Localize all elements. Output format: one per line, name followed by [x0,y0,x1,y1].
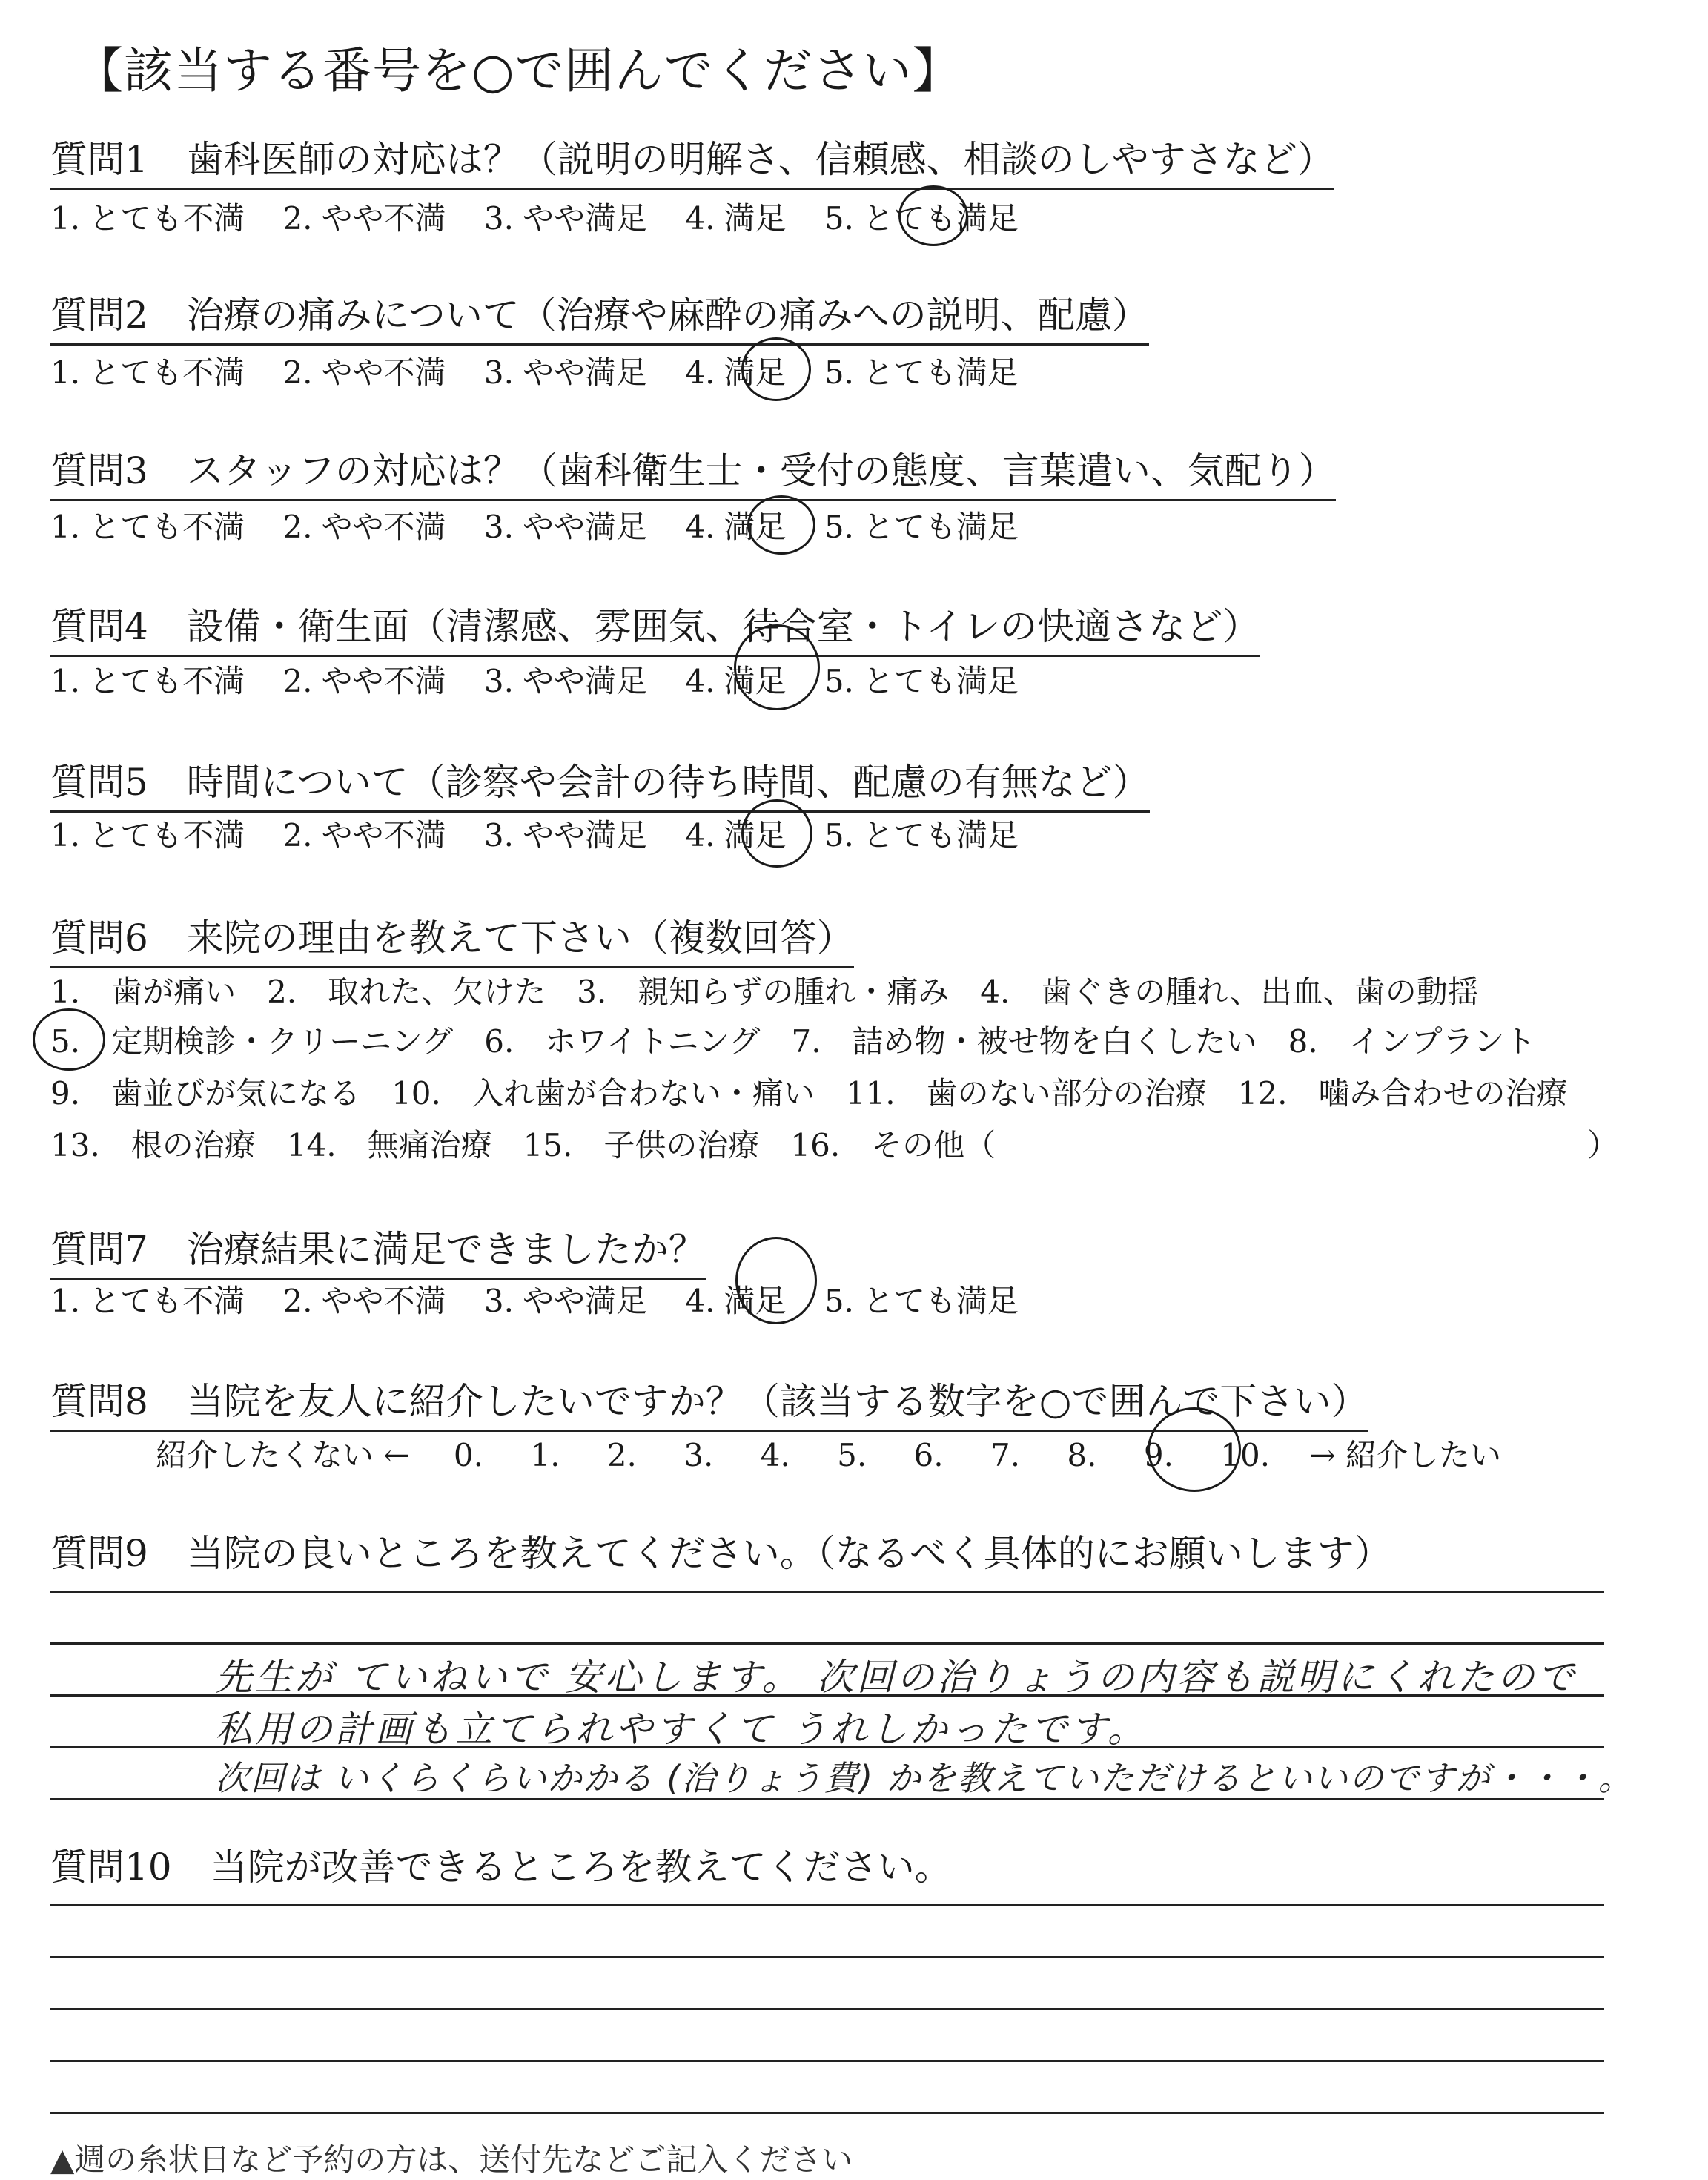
question-1-options [50,194,1047,239]
question-3-title [50,441,1336,501]
scale-5[interactable]: 5. [837,1437,867,1473]
question-number: 質問7 [50,1228,148,1271]
question-4-options [50,657,1047,701]
option-1[interactable]: 1. とても不満 [50,354,245,391]
question-text: 時間について（診察や会計の待ち時間、配慮の有無など） [186,761,1150,804]
question-number: 質問3 [50,449,148,492]
scale-4[interactable]: 4. [760,1437,790,1473]
question-6-row-1: 1. 歯が痛い 2. 取れた、欠けた 3. 親知らずの腫れ・痛み 4. 歯ぐきの腫れ、出血、歯の動揺 [50,974,1479,1010]
option-2[interactable]: 2. やや不満 [282,1283,446,1319]
answer-line [50,2008,1604,2010]
option-3[interactable]: 3. やや満足 [483,663,647,699]
handwritten-answer-line-2: 私用の計画も立てられやすくて うれしかったです。 [215,1708,1148,1751]
selection-circle [1148,1407,1241,1492]
scale-6[interactable]: 6. [913,1437,944,1473]
selection-circle [898,185,968,246]
option-1[interactable]: 1. とても不満 [50,200,245,237]
handwritten-answer-line-3: 次回は いくらくらいかかる (治りょう費) かを教えていただけるといいのですが・・・。 [215,1758,1634,1798]
option-3[interactable]: 3. やや満足 [483,509,647,545]
question-number: 質問6 [50,916,148,959]
question-7-title [50,1220,706,1280]
scale-8[interactable]: 8. [1067,1437,1097,1473]
answer-line [50,1904,1604,1906]
answer-line [50,1956,1604,1958]
option-3[interactable]: 3. やや満足 [483,1283,647,1319]
option-2[interactable]: 2. やや不満 [282,817,446,853]
question-text: 当院が改善できるところを教えてください。 [210,1846,952,1889]
question-6-title [50,908,854,968]
option-5[interactable]: 5. とても満足 [824,200,1019,237]
question-number: 質問9 [50,1532,148,1575]
option-4[interactable]: 4. 満足 [685,354,787,391]
option-5[interactable]: 5. とても満足 [824,817,1019,853]
scale-1[interactable]: 1. [530,1437,560,1473]
option-1[interactable]: 1. とても不満 [50,509,245,545]
option-2[interactable]: 2. やや不満 [282,663,446,699]
answer-line [50,1642,1604,1645]
question-text: 当院の良いところを教えてください。（なるべく具体的にお願いします） [186,1532,1391,1575]
bottom-note: ▲週の糸状日など予約の方は、送付先などご記入ください [50,2141,853,2178]
option-3[interactable]: 3. やや満足 [483,200,647,237]
question-1-title [50,130,1334,190]
scale-10[interactable]: 10. [1220,1437,1271,1473]
question-5-title [50,753,1150,813]
selection-circle [735,1237,817,1324]
question-6-row-4: 13. 根の治療 14. 無痛治療 15. 子供の治療 16. その他（ ） [50,1127,1619,1163]
question-9-title [50,1524,1391,1577]
option-1[interactable]: 1. とても不満 [50,1283,245,1319]
option-5[interactable]: 5. とても満足 [824,663,1019,699]
question-number: 質問10 [50,1846,172,1889]
question-text: 歯科医師の対応は？（説明の明解さ、信頼感、相談のしやすさなど） [186,138,1334,181]
question-text: 設備・衛生面（清潔感、雰囲気、待合室・トイレの快適さなど） [186,605,1260,648]
option-4[interactable]: 4. 満足 [685,509,787,545]
option-2[interactable]: 2. やや不満 [282,509,446,545]
option-5[interactable]: 5. とても満足 [824,509,1019,545]
option-2[interactable]: 2. やや不満 [282,200,446,237]
page-header: 【該当する番号を○で囲んでください】 [74,42,962,99]
selection-circle [33,1008,105,1071]
scale-9[interactable]: 9. [1143,1437,1174,1473]
selection-circle [734,624,820,710]
question-6-row-3: 9. 歯並びが気になる 10. 入れ歯が合わない・痛い 11. 歯のない部分の治療 12. 噛み合わせの治療 [50,1075,1568,1112]
scale-left-label: 紹介したくない ← [156,1437,410,1473]
option-4[interactable]: 4. 満足 [685,200,787,237]
question-4-title [50,597,1260,657]
question-number: 質問1 [50,138,148,181]
question-2-title [50,285,1149,346]
scale-7[interactable]: 7. [990,1437,1021,1473]
answer-line [50,2112,1604,2114]
scale-right-label: → 紹介したい [1309,1437,1501,1473]
option-5[interactable]: 5. とても満足 [824,354,1019,391]
question-text: 治療結果に満足できましたか？ [186,1228,706,1271]
option-4[interactable]: 4. 満足 [685,1283,787,1319]
question-2-options [50,349,1047,393]
selection-circle [747,495,815,555]
question-text: 当院を友人に紹介したいですか？（該当する数字を○で囲んで下さい） [186,1380,1368,1423]
question-number: 質問2 [50,294,148,337]
question-number: 質問4 [50,605,148,648]
scale-0[interactable]: 0. [453,1437,483,1473]
selection-circle [741,799,812,868]
scale-3[interactable]: 3. [683,1437,714,1473]
answer-line [50,2060,1604,2062]
option-3[interactable]: 3. やや満足 [483,354,647,391]
answer-line [50,1591,1604,1593]
option-1[interactable]: 1. とても不満 [50,663,245,699]
option-4[interactable]: 4. 満足 [685,817,787,853]
question-6-row-2: 5. 定期検診・クリーニング 6. ホワイトニング 7. 詰め物・被せ物を白くしたい 8. インプラント [50,1023,1536,1060]
question-number: 質問8 [50,1380,148,1423]
question-10-title [50,1837,952,1891]
option-2[interactable]: 2. やや不満 [282,354,446,391]
question-text: 治療の痛みについて（治療や麻酔の痛みへの説明、配慮） [186,294,1149,337]
option-3[interactable]: 3. やや満足 [483,817,647,853]
option-1[interactable]: 1. とても不満 [50,817,245,853]
question-text: スタッフの対応は？（歯科衛生士・受付の態度、言葉遣い、気配り） [186,449,1336,492]
question-3-options [50,503,1047,547]
option-4[interactable]: 4. 満足 [685,663,787,699]
scale-2[interactable]: 2. [606,1437,637,1473]
question-number: 質問5 [50,761,148,804]
recommendation-scale [156,1431,1501,1476]
handwritten-answer-line-1: 先生が ていねいで 安心します。 次回の治りょうの内容も説明にくれたので [215,1656,1578,1699]
question-5-options [50,811,1047,856]
selection-circle [741,337,811,401]
question-7-options [50,1277,1047,1321]
question-text: 来院の理由を教えて下さい（複数回答） [186,916,854,959]
option-5[interactable]: 5. とても満足 [824,1283,1019,1319]
